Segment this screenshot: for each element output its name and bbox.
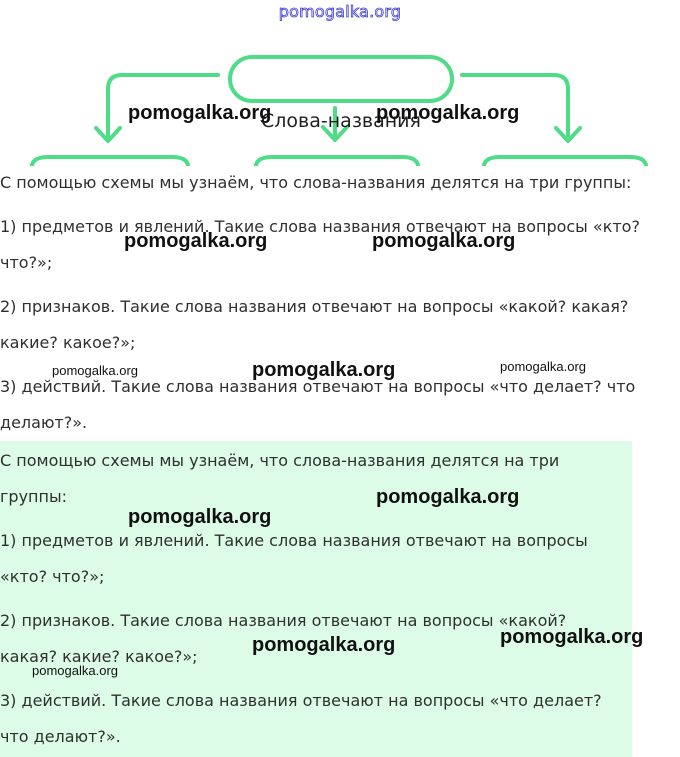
words-scheme-diagram (0, 44, 680, 166)
watermark: pomogalka.org (252, 634, 396, 656)
site-watermark: pomogalka.org (278, 2, 402, 21)
watermark: pomogalka.org (128, 102, 272, 124)
group-1-paragraph: 1) предметов и явлений. Такие слова названия отвечают на вопросы «кто? что?»; (0, 217, 640, 272)
child-box-middle (256, 157, 418, 165)
group-3-paragraph: 3) действий. Такие слова названия отвечают на вопросы «что делает? что делают?». (0, 377, 636, 432)
text-block-top (0, 165, 640, 441)
watermark: pomogalka.org (372, 230, 516, 252)
watermark: pomogalka.org (52, 363, 138, 378)
watermark: pomogalka.org (500, 359, 586, 374)
box-group-1-paragraph: 1) предметов и явлений. Такие слова названия отвечают на вопросы «кто? что?»; (0, 531, 588, 586)
box-group-3-paragraph: 3) действий. Такие слова названия отвечают на вопросы «что делает? что делают?». (0, 691, 602, 746)
child-box-left (32, 157, 188, 165)
box-group-2-paragraph: 2) признаков. Такие слова названия отвечают на вопросы «какой? какая? какие? какое?»; (0, 611, 567, 666)
root-box (230, 57, 452, 101)
watermark: pomogalka.org (252, 359, 396, 381)
watermark: pomogalka.org (376, 102, 520, 124)
watermark: pomogalka.org (32, 663, 118, 678)
watermark: pomogalka.org (376, 486, 520, 508)
watermark: pomogalka.org (124, 230, 268, 252)
watermark: pomogalka.org (500, 626, 644, 648)
group-2-paragraph: 2) признаков. Такие слова названия отвечают на вопросы «какой? какая? какие? какое?»; (0, 297, 629, 352)
watermark: pomogalka.org (128, 506, 272, 528)
intro-paragraph: С помощью схемы мы узнаём, что слова-названия делятся на три группы: (0, 173, 632, 192)
box-intro-paragraph: С помощью схемы мы узнаём, что слова-названия делятся на три группы: (0, 451, 560, 506)
root-label: Слова-названия (261, 110, 421, 132)
child-box-right (484, 157, 646, 165)
